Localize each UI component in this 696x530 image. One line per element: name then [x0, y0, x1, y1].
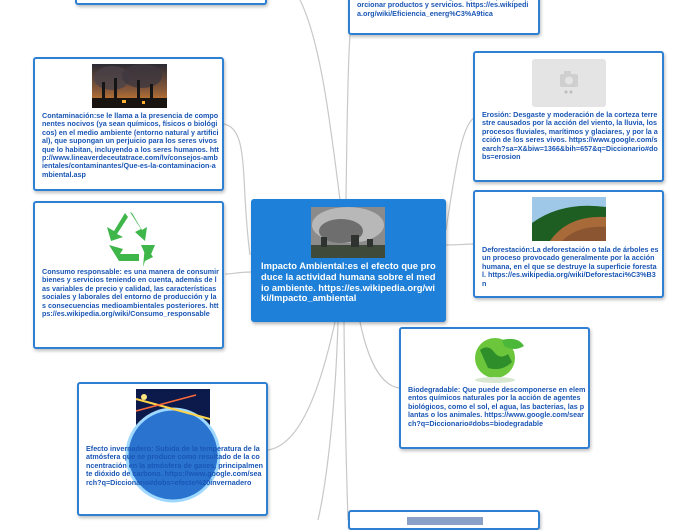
topic-node-biodegradable[interactable]	[399, 327, 590, 449]
topic-node-partial-top-left[interactable]	[75, 0, 267, 5]
recycle-icon	[101, 209, 159, 265]
link-top-right	[346, 35, 350, 200]
link-contaminacion	[224, 124, 250, 255]
factory-smoke-image	[92, 64, 167, 108]
topic-text-consumo: Consumo responsable: es una manera de consumir bienes y servicios teniendo en cuenta, además de las variables de precio y calidad, las características sociales y laborales del entorno de producción y las consecuencias medioambientales posteriores. https://es.wikipedia.org/wiki/Consumo_responsable	[42, 267, 219, 319]
topic-text-deforestacion: Deforestación:La deforestación o tala de árboles es un proceso provocado generalmente por la acción humana, en el que se destruye la superficie forestal. https://es.wikipedia.org/wiki/Deforestaci%C3%B3n	[482, 245, 659, 288]
topic-text-biodegradable: Biodegradable: Que puede descomponerse en elementos químicos naturales por la acción de agentes biológicos, como el sol, el agua, las bacterias, las plantas o los animales. https://www.google.com/search?q=Diccionario#dobs=biodegradable	[408, 385, 586, 428]
topic-text-invernadero: Efecto invernadero: Subida de la temperatura de la atmósfera que se produce como resultado de la concentración en la atmósfera de gases, principalmente dióxido de carbono. https://www.google.com/search?q=Diccionario#dobs=efecto%20invernadero	[86, 444, 263, 487]
link-erosion	[446, 118, 474, 230]
topic-text-contaminacion: Contaminación:se le llama a la presencia de componentes nocivos (ya sean químicos, físicos o biológicos) en el medio ambiente (entorno natural y artificial), que supongan un perjuicio para los seres vivos que lo habitan, incluyendo a los seres humanos. http://www.lineaverdeceutatrace.com/lv/consejos-ambientales/contaminantes/Que-es-la-contaminacion-ambiental.asp	[42, 111, 219, 179]
topic-text-erosion: Erosión: Desgaste y moderación de la corteza terrestre causados por la acción del viento, la lluvia, los procesos fluviales, marítimos y glaciares, y por la acción de los seres vivos. https://www.google.com/search?sa=X&biw=1366&bih=657&q=Diccionario#dobs=erosion	[482, 110, 658, 162]
link-invernadero	[268, 322, 335, 450]
image-placeholder-icon	[532, 59, 606, 107]
central-topic-text: Impacto Ambiental:es el efecto que produce la actividad humana sobre el medio ambiente. https://es.wikipedia.org/wiki/Impacto_ambiental	[261, 260, 436, 304]
topic-text-eficiencia: orcionar productos y servicios. https://es.wikipedia.org/wiki/Eficiencia_energ%C3%A9tica	[357, 0, 529, 18]
topic-node-erosion[interactable]	[473, 51, 664, 182]
topic-node-consumo[interactable]	[33, 201, 224, 349]
link-biodegradable	[360, 322, 399, 388]
topic-node-partial-bottom[interactable]	[348, 510, 540, 530]
topic-node-contaminacion[interactable]	[33, 57, 224, 191]
topic-node-deforestacion[interactable]	[473, 190, 664, 298]
green-globe-image	[458, 334, 532, 384]
topic-node-invernadero[interactable]	[77, 382, 268, 516]
link-bottom-right	[344, 322, 348, 520]
link-top-left	[300, 0, 340, 200]
deforested-hill-image	[532, 197, 606, 241]
central-topic[interactable]	[251, 199, 446, 322]
link-consumo	[225, 272, 252, 274]
partial-image	[407, 517, 483, 525]
link-deforestacion	[446, 244, 474, 245]
earth-atmosphere-image	[136, 389, 210, 441]
topic-node-eficiencia[interactable]	[348, 0, 540, 35]
polluted-city-image	[311, 207, 385, 258]
